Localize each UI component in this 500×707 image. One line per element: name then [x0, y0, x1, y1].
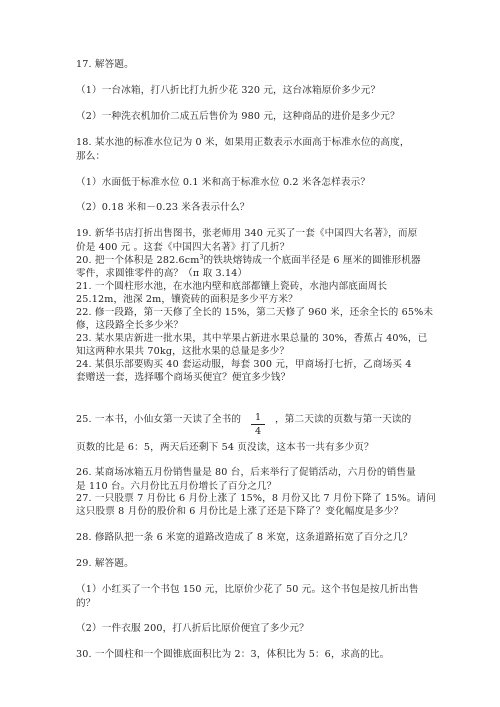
q20-line2: 零件，求圆锥零件的高？（π 取 3.14） [76, 268, 248, 279]
q25-line1-head: 25. 一本书，小仙女第一天读了全书的 [76, 414, 242, 425]
q29-1-line2: 的？ [76, 598, 96, 609]
q20-superscript: 3 [199, 253, 204, 261]
q18-line2: 那么： [76, 151, 106, 162]
q28: 28. 修路队把一条 6 米宽的道路改造成了 8 米宽，这条道路拓宽了百分之几？ [76, 532, 413, 543]
q20-line1-head: 20. 把一个体积是 282.6cm [76, 255, 200, 266]
q21-line2: 25.12m，池深 2m，镶瓷砖的面积是多少平方米？ [76, 294, 298, 305]
q17-heading: 17. 解答题。 [76, 59, 134, 70]
q26-line2: 是 110 台。六月份比五月份增长了百分之几？ [76, 481, 277, 492]
q17-1: （1）一台冰箱，打八折比打九折少花 320 元，这台冰箱原价多少元？ [76, 85, 381, 96]
q18-line1: 18. 某水池的标准水位记为 0 米，如果用正数表示水面高于标准水位的高度， [76, 137, 410, 148]
q25-line1-tail: ，第二天读的页数与第一天读的 [275, 414, 412, 425]
fraction-numerator: 1 [254, 412, 262, 423]
q22-line1: 22. 修一段路，第一天修了全长的 15%，第二天修了 960 米，还余全长的 65%未 [76, 307, 434, 318]
q24-line2: 套赠送一套，选择哪个商场买便宜？便宜多少钱？ [76, 372, 291, 383]
q20-line1 [76, 254, 436, 267]
q24-line1: 24. 某俱乐部要购买 40 套运动服，每套 300 元，甲商场打七折，乙商场买 4 [76, 359, 412, 370]
q18-2: （2）0.18 米和－0.23 米各表示什么？ [76, 202, 250, 213]
q29-1-line1: （1）小红买了一个书包 150 元，比原价少花了 50 元。这个书包是按几折出售 [76, 584, 419, 595]
fraction-one-quarter [251, 412, 265, 437]
q23-line2: 知这两种水果共 70kg，这批水果的总量是多少？ [76, 346, 290, 357]
q21-line1: 21. 一个圆柱形水池，在水池内壁和底部都镶上瓷砖，水池内部底面周长 [76, 281, 388, 292]
q26-line1: 26. 某商场冰箱五月份销售量是 80 台，后来举行了促销活动，六月份的销售量 [76, 467, 416, 478]
q19-line1: 19. 新华书店打折出售图书，张老师用 340 元买了一套《中国四大名著》，而原 [76, 228, 418, 239]
q23-line1: 23. 某水果店新进一批水果，其中苹果占新进水果总量的 30%，香蕉占 40%，已 [76, 333, 428, 344]
q19-line2: 价是 400 元 。这套《中国四大名著》打了几折？ [76, 242, 290, 253]
q30: 30. 一个圆柱和一个圆锥底面积比为 2：3，体积比为 5：6，求高的比。 [76, 649, 390, 660]
fraction-bar [251, 424, 265, 425]
q20-line1-tail: 的铁块熔铸成一个底面半径是 6 厘米的圆锥形机器 [203, 255, 421, 266]
q18-1: （1）水面低于标准水位 0.1 米和高于标准水位 0.2 米各怎样表示？ [76, 177, 371, 188]
q17-2: （2）一种洗衣机加价二成五后售价为 980 元，这种商品的进价是多少元？ [76, 111, 400, 122]
q22-line2: 修，这段路全长多少米？ [76, 320, 184, 331]
q27-line2: 这只股票 8 月份的股价和 6 月份比是上涨了还是下降了？变化幅度是多少？ [76, 506, 404, 517]
q29-heading: 29. 解答题。 [76, 558, 134, 569]
q29-2: （2）一件衣服 200，打八折后比原价便宜了多少元？ [76, 623, 309, 634]
q27-line1: 27. 一只股票 7 月份比 6 月份上涨了 15%，8 月份又比 7 月份下降了 15%。请问 [76, 493, 436, 504]
q25-line2: 页数的比是 6：5，两天后还剩下 54 页没读，这本书一共有多少页？ [76, 442, 374, 453]
fraction-denominator: 4 [254, 426, 262, 437]
